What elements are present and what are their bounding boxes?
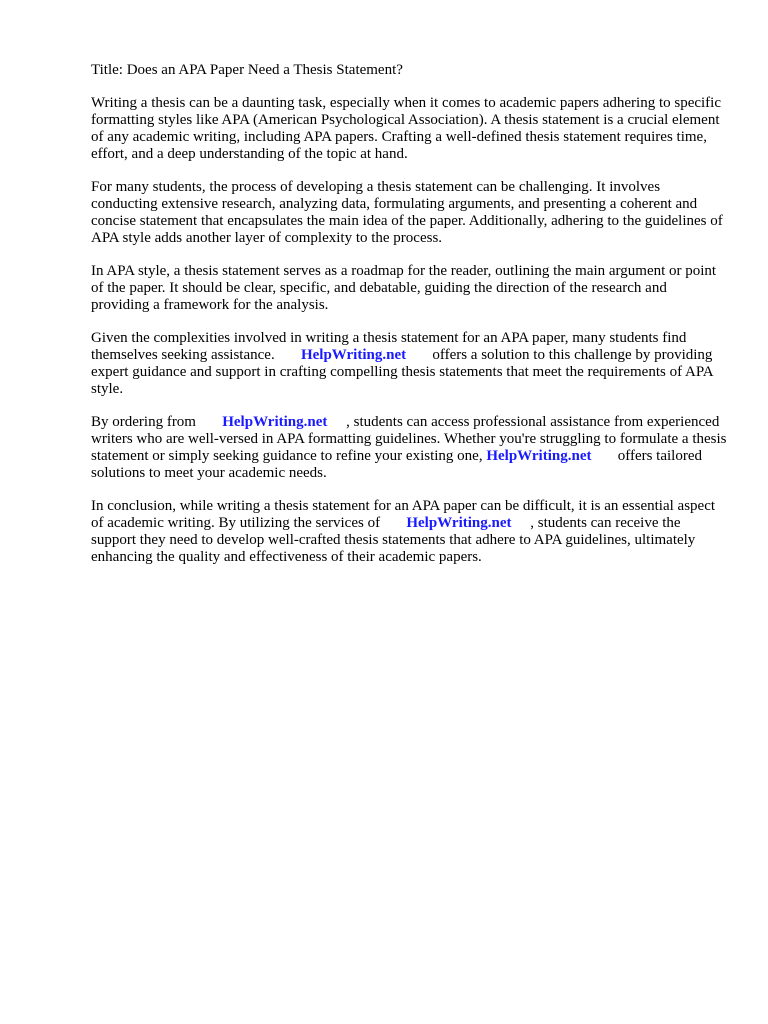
- paragraph-assistance: [91, 330, 728, 398]
- paragraph-ordering: [91, 414, 728, 482]
- paragraph-text: , students can receive the support they need to develop well-crafted thesis statements that adhere to APA guidelines, ultimately enhancing the quality and effectiveness of their academic papers.: [91, 515, 696, 565]
- paragraph-conclusion: [91, 498, 728, 566]
- paragraph-apa-style: [91, 263, 728, 314]
- document-title: Title: Does an APA Paper Need a Thesis Statement?: [91, 62, 403, 78]
- paragraph-text: Writing a thesis can be a daunting task, especially when it comes to academic papers adhering to specific formatting styles like APA (American Psychological Association). A thesis statement is a crucial element of any academic writing, including APA papers. Crafting a well-defined thesis statement requires time, effort, and a deep understanding of the topic at hand.: [91, 95, 722, 162]
- paragraph-text: By ordering from: [91, 414, 196, 430]
- paragraph-text: In APA style, a thesis statement serves as a roadmap for the reader, outlining the main argument or point of the paper. It should be clear, specific, and debatable, guiding the direction of the research and providing a framework for the analysis.: [91, 263, 717, 313]
- helpwriting-link[interactable]: HelpWriting.net: [406, 515, 512, 531]
- paragraph-text: , students can access professional assistance from experienced writers who are well-versed in APA formatting guidelines. Whether you're struggling to formulate a thesis statement or simply seeking guidance to refine your existing one,: [91, 414, 727, 464]
- paragraph-text: For many students, the process of developing a thesis statement can be challenging. It involves conducting extensive research, analyzing data, formulating arguments, and presenting a coherent and concise statement that encapsulates the main idea of the paper. Additionally, adhering to the guidelines of APA style adds another layer of complexity to the process.: [91, 179, 723, 246]
- helpwriting-link[interactable]: HelpWriting.net: [222, 414, 328, 430]
- paragraph-text: Given the complexities involved in writing a thesis statement for an APA paper, many students find themselves seeking assistance.: [91, 330, 687, 363]
- helpwriting-link[interactable]: HelpWriting.net: [300, 347, 407, 363]
- helpwriting-link[interactable]: HelpWriting.net: [486, 448, 592, 464]
- paragraph-text: In conclusion, while writing a thesis statement for an APA paper can be difficult, it is an essential aspect of academic writing. By utilizing the services of: [91, 498, 716, 531]
- paragraph-intro: [91, 95, 728, 163]
- paragraph-text: offers a solution to this challenge by providing expert guidance and support in crafting compelling thesis statements that meet the requirements of APA style.: [91, 347, 713, 397]
- paragraph-text: offers tailored solutions to meet your academic needs.: [91, 448, 702, 481]
- paragraph-challenges: [91, 179, 728, 247]
